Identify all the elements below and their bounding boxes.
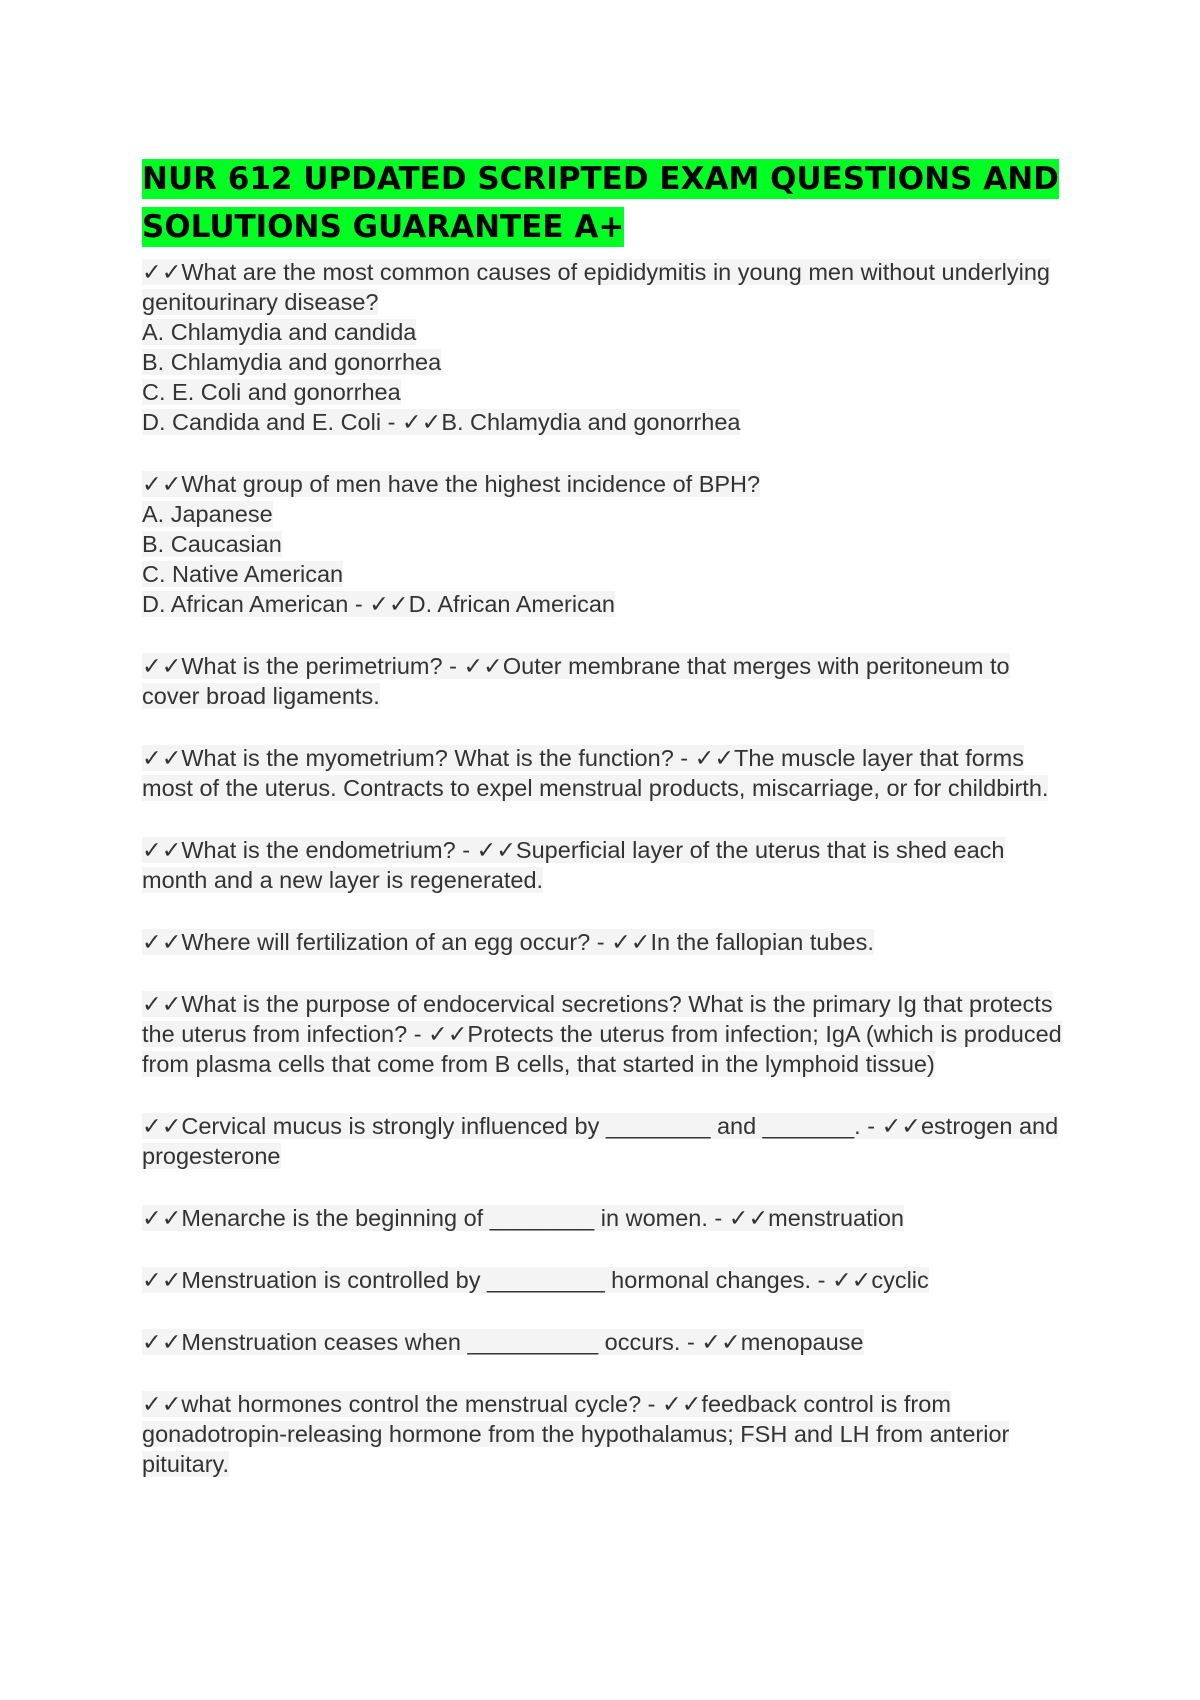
question-block-5 <box>142 835 1062 895</box>
answer-option-with-solution: D. Candida and E. Coli - ✓✓B. Chlamydia and gonorrhea <box>142 409 741 435</box>
question-answer-text: ✓✓What is the myometrium? What is the function? - ✓✓The muscle layer that forms most of the uterus. Contracts to expel menstrual products, miscarriage, or for childbirth. <box>142 745 1049 801</box>
document-title: NUR 612 UPDATED SCRIPTED EXAM QUESTIONS AND SOLUTIONS GUARANTEE A+ <box>142 161 1059 245</box>
answer-option: B. Caucasian <box>142 531 282 557</box>
question-block-4 <box>142 743 1062 803</box>
question-answer-text: ✓✓Cervical mucus is strongly influenced by ________ and _______. - ✓✓estrogen and progesterone <box>142 1113 1059 1169</box>
question-block-6 <box>142 927 1062 957</box>
answer-option: B. Chlamydia and gonorrhea <box>142 349 442 375</box>
question-answer-text: ✓✓what hormones control the menstrual cycle? - ✓✓feedback control is from gonadotropin-releasing hormone from the hypothalamus; FSH and LH from anterior pituitary. <box>142 1391 1010 1477</box>
answer-option-with-solution: D. African American - ✓✓D. African American <box>142 591 615 617</box>
question-block-8 <box>142 1111 1062 1171</box>
document-page <box>142 155 1062 1479</box>
answer-option: A. Chlamydia and candida <box>142 319 417 345</box>
question-block-7 <box>142 989 1062 1079</box>
answer-option: C. E. Coli and gonorrhea <box>142 379 401 405</box>
answer-option: A. Japanese <box>142 501 273 527</box>
question-text: ✓✓What group of men have the highest incidence of BPH? <box>142 471 761 497</box>
question-text: ✓✓What are the most common causes of epididymitis in young men without underlying genitourinary disease? <box>142 259 1050 315</box>
question-answer-text: ✓✓Menarche is the beginning of ________ in women. - ✓✓menstruation <box>142 1205 904 1231</box>
question-answer-text: ✓✓What is the purpose of endocervical secretions? What is the primary Ig that protects the uterus from infection? - ✓✓Protects the uterus from infection; IgA (which is produced from plasma cells that come from B cells, that started in the lymphoid tissue) <box>142 991 1062 1077</box>
question-answer-text: ✓✓Menstruation is controlled by _________ hormonal changes. - ✓✓cyclic <box>142 1267 929 1293</box>
question-answer-text: ✓✓What is the perimetrium? - ✓✓Outer membrane that merges with peritoneum to cover broad ligaments. <box>142 653 1010 709</box>
question-block-9 <box>142 1203 1062 1233</box>
question-block-11 <box>142 1327 1062 1357</box>
question-block-3 <box>142 651 1062 711</box>
question-answer-text: ✓✓What is the endometrium? - ✓✓Superficial layer of the uterus that is shed each month and a new layer is regenerated. <box>142 837 1005 893</box>
question-answer-text: ✓✓Menstruation ceases when __________ occurs. - ✓✓menopause <box>142 1329 864 1355</box>
question-answer-text: ✓✓Where will fertilization of an egg occur? - ✓✓In the fallopian tubes. <box>142 929 874 955</box>
question-block-10 <box>142 1265 1062 1295</box>
question-block-1 <box>142 257 1062 437</box>
question-block-12 <box>142 1389 1062 1479</box>
answer-option: C. Native American <box>142 561 344 587</box>
question-block-2 <box>142 469 1062 619</box>
